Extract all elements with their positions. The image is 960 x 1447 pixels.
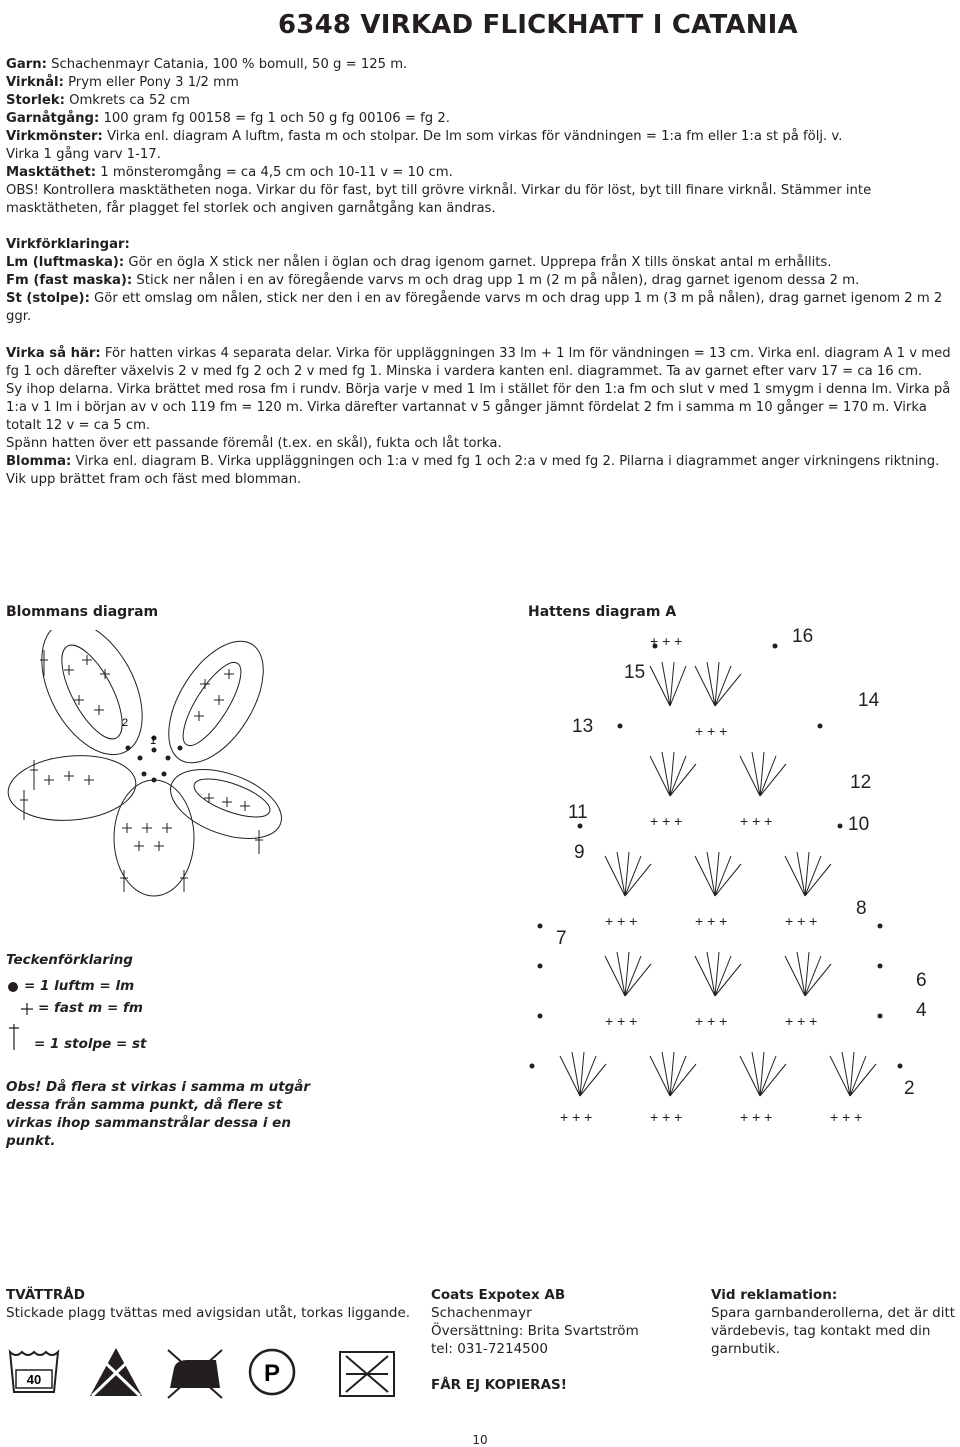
virknal-label: Virknål: [6,75,64,90]
instructions-section [6,345,954,489]
petal-1 [21,630,163,771]
company-line-1: Schachenmayr [431,1305,532,1321]
garnatgang-value: 100 gram fg 00158 = fg 1 och 50 g fg 00106 = fg 2. [103,111,450,126]
masktathet-label: Masktäthet: [6,165,97,180]
svg-text:+ + +: + + + [830,1109,863,1125]
instructions-p3: Spänn hatten över ett passande föremål (t.ex. en skål), fukta och låt torka. [6,436,502,451]
footer-tvattrad [6,1286,416,1322]
storlek-label: Storlek: [6,93,65,108]
complaint-text: Spara garnbanderollerna, det är ditt värdebevis, tag kontakt med din garnbutik. [711,1305,956,1357]
company-line-3: tel: 031-7214500 [431,1341,548,1357]
hat-plus-signs [560,633,862,1125]
instructions-p2: Sy ihop delarna. Virka brättet med rosa fm i rundv. Börja varje v med 1 lm i stället för den 1:a fm och slut v med 1 smygm i denna lm. Virka på 1:a v 1 lm i början av v och 119 fm = 120 m. Virka därefter vartannat v 5 gånger jämnt fördelat 2 fm i samma m 10 gånger = 170 m. Virka totalt 12 v = ca 5 cm. [6,382,951,433]
svg-text:+ + +: + + + [650,813,683,829]
legend-row-st [6,1022,316,1060]
page-title: 6348 VIRKAD FLICKHATT I CATANIA [278,10,798,40]
flower-diagram-heading: Blommans diagram [6,604,159,620]
tvattrad-heading: TVÄTTRÅD [6,1287,85,1303]
company-line-2: Översättning: Brita Svartström [431,1323,639,1339]
virkmonster-value: Virka enl. diagram A luftm, fasta m och stolpar. De lm som virkas för vändningen = 1:a fm eller 1:a st på följ. v. [107,129,843,144]
specs-section [6,56,954,218]
care-symbols [6,1344,406,1408]
fm-text: Stick ner nålen i en av föregående varvs m och drag upp 1 m (2 m på nålen), drag garnet igenom dessa 2 m. [136,273,860,288]
row-label-16: 16 [792,626,814,647]
page-number: 10 [472,1433,488,1447]
legend [6,952,316,1060]
row-label-7: 7 [556,928,567,949]
row-label-2: 2 [904,1078,915,1099]
legend-lm-text: = 1 luftm = lm [24,978,135,994]
virkmonster-label: Virkmönster: [6,129,103,144]
svg-text:+ + +: + + + [650,633,683,649]
storlek-value: Omkrets ca 52 cm [69,93,191,108]
flower-stitch-symbols [20,650,263,892]
flower-label-2: 2 [122,717,129,729]
legend-fm-text: = fast m = fm [38,1000,143,1016]
dryclean-letter: P [263,1360,281,1387]
no-copy-notice: FÅR EJ KOPIERAS! [431,1377,567,1393]
virkmonster-rows: Virka 1 gång varv 1-17. [6,147,161,162]
svg-text:+ + +: + + + [605,1013,638,1029]
petal-1-inner [50,637,134,748]
flat-dry-icon [340,1352,394,1396]
row-label-11: 11 [568,802,588,823]
garn-label: Garn: [6,57,47,72]
footer-complaint [711,1286,956,1358]
svg-text:+ + +: + + + [695,723,728,739]
petal-5 [114,780,194,896]
obs-text: OBS! Kontrollera masktätheten noga. Virkar du för fast, byt till grövre virknål. Virkar du för löst, byt till finare virknål. Stämmer inte masktätheten, får plagget fel storlek och angiven garnåtgång kan ändras. [6,183,872,216]
row-label-10: 10 [848,814,870,835]
row-label-6: 6 [916,970,927,991]
row-label-13: 13 [572,716,594,737]
explanations-heading: Virkförklaringar: [6,237,130,252]
legend-row-lm [6,978,316,1000]
svg-text:+ + +: + + + [785,1013,818,1029]
flower-label-1: 1 [150,735,157,747]
row-label-14: 14 [858,690,880,711]
virknal-value: Prym eller Pony 3 1/2 mm [68,75,239,90]
no-bleach-icon [90,1348,142,1396]
svg-text:+ + +: + + + [605,913,638,929]
petal-2-inner [173,655,251,753]
st-text: Gör ett omslag om nålen, stick ner den i en av föregående varvs m och drag upp 1 m (3 m på nålen), drag garnet igenom 2 m 2 ggr. [6,291,943,324]
svg-text:+ + +: + + + [650,1109,683,1125]
hat-chain-dots [530,644,903,1069]
masktathet-value: 1 mönsteromgång = ca 4,5 cm och 10-11 v = 10 cm. [100,165,453,180]
tvattrad-text: Stickade plagg tvättas med avigsidan utåt, torkas liggande. [6,1305,411,1321]
hat-diagram [520,626,940,1136]
lm-label: Lm (luftmaska): [6,255,125,270]
legend-row-fm [6,1000,316,1022]
svg-text:+ + +: + + + [740,813,773,829]
st-label: St (stolpe): [6,291,90,306]
row-label-9: 9 [574,842,585,863]
instructions-p1: För hatten virkas 4 separata delar. Virka för uppläggningen 33 lm + 1 lm för vändningen = 13 cm. Virka enl. diagram A 1 v med fg 1 och därefter växelvis 2 v med fg 2 och 2 v med fg 1. Minska i vardera kanten enl. diagrammet. Ta av garnet efter varv 17 = ca 16 cm. [6,346,951,379]
company-heading: Coats Expotex AB [431,1287,566,1303]
svg-text:+ + +: + + + [695,1013,728,1029]
petal-3 [5,751,138,826]
row-label-12: 12 [850,772,872,793]
garnatgang-label: Garnåtgång: [6,111,100,126]
wash-temp: 40 [26,1372,42,1387]
flower-diagram [4,630,304,900]
no-iron-icon [168,1350,222,1398]
garn-value: Schachenmayr Catania, 100 % bomull, 50 g = 125 m. [51,57,408,72]
legend-note: Obs! Då flera st virkas i samma m utgår dessa från samma punkt, då flere st virkas ihop sammanstrålar dessa i en punkt. [6,1079,311,1149]
fm-label: Fm (fast maska): [6,273,133,288]
svg-text:+ + +: + + + [740,1109,773,1125]
explanations-section [6,236,954,326]
complaint-heading: Vid reklamation: [711,1287,838,1303]
svg-text:+ + +: + + + [785,913,818,929]
petal-4-inner [190,771,275,825]
svg-text:+ + +: + + + [695,913,728,929]
legend-heading: Teckenförklaring [6,952,133,968]
instructions-p4: Virka enl. diagram B. Virka uppläggningen och 1:a v med fg 1 och 2:a v med fg 2. Pilarna i diagrammet anger virkningens riktning. Vik upp brättet fram och fäst med blomman. [6,454,940,487]
dry-clean-p-icon [250,1350,294,1394]
lm-text: Gör en ögla X stick ner nålen i öglan och drag igenom garnet. Upprepa från X tills önskat antal m erhållits. [128,255,832,270]
legend-st-text: = 1 stolpe = st [34,1036,147,1052]
single-crochet-icon [20,1002,34,1016]
row-label-15: 15 [624,662,646,683]
footer-company [431,1286,691,1394]
svg-text:+ + +: + + + [560,1109,593,1125]
row-label-8: 8 [856,898,867,919]
row-label-4: 4 [916,1000,927,1021]
hat-diagram-heading: Hattens diagram A [528,604,677,620]
double-crochet-icon [6,1022,22,1052]
chain-stitch-icon [6,980,20,994]
petal-4 [161,756,291,852]
blomma-label: Blomma: [6,454,72,469]
wash-40-icon [10,1352,58,1392]
instructions-label: Virka så här: [6,346,101,361]
